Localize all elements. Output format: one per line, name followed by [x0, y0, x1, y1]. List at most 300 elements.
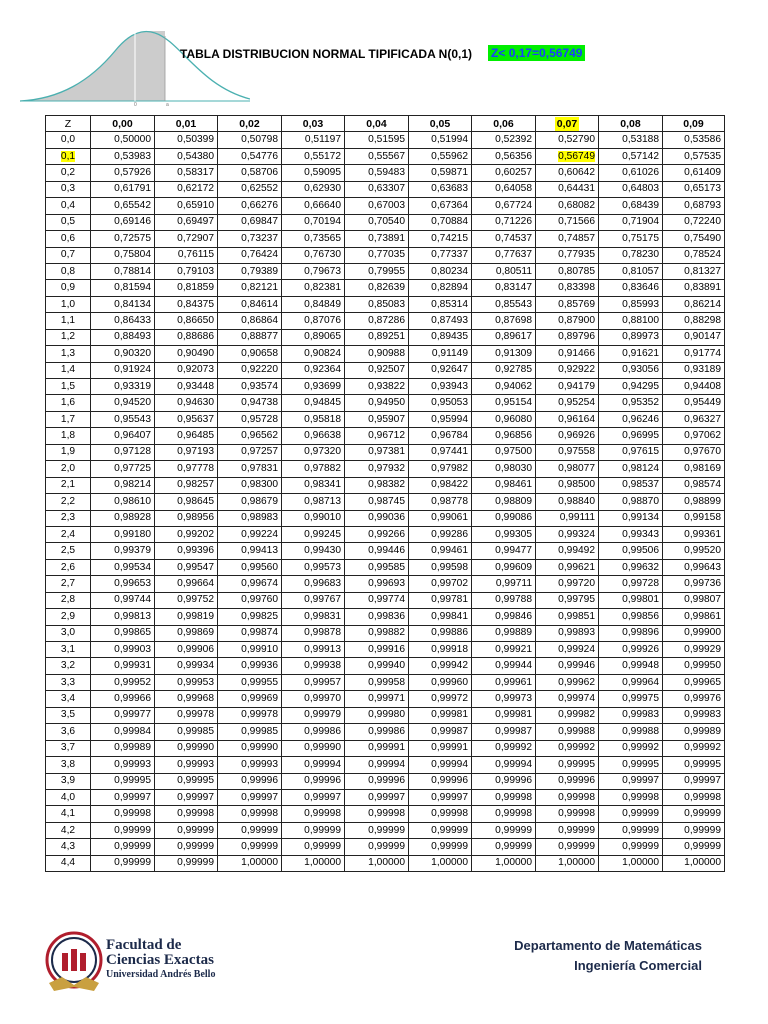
col-header: [663, 116, 725, 132]
cell-text: 0,0: [60, 134, 76, 146]
probability-cell: [345, 247, 409, 263]
probability-cell: [409, 428, 472, 444]
cell-text: 0,98169: [684, 462, 721, 474]
faculty-line-1: Facultad de: [106, 937, 182, 953]
cell-text: 0,99983: [684, 709, 721, 721]
cell-text: 0,99446: [368, 545, 405, 557]
probability-cell: [536, 346, 599, 362]
probability-cell: [91, 263, 155, 279]
cell-text: 0,99993: [114, 758, 151, 770]
cell-text: 0,99999: [558, 840, 595, 852]
probability-cell: [409, 411, 472, 427]
probability-cell: [472, 329, 536, 345]
probability-cell: [599, 510, 663, 526]
cell-text: 0,80785: [558, 265, 595, 277]
page-title: TABLA DISTRIBUCION NORMAL TIPIFICADA N(0,1): [180, 47, 472, 61]
cell-text: 0,81327: [684, 265, 721, 277]
cell-text: 0,92073: [177, 364, 214, 376]
probability-cell: [472, 576, 536, 592]
cell-text: 0,99286: [431, 528, 468, 540]
cell-text: 0,99998: [684, 791, 721, 803]
cell-text: 0,98840: [558, 495, 595, 507]
probability-cell: [409, 773, 472, 789]
cell-text: 0,99916: [368, 643, 405, 655]
cell-text: 0,93189: [684, 364, 721, 376]
university-seal-logo: [44, 925, 104, 995]
cell-text: 0,62172: [177, 183, 214, 195]
probability-cell: [599, 773, 663, 789]
cell-text: 0,91466: [558, 347, 595, 359]
cell-text: 0,99991: [431, 742, 468, 754]
cell-text: 0,3: [60, 183, 76, 195]
cell-text: 0,98610: [114, 495, 151, 507]
cell-text: 0,99988: [622, 725, 659, 737]
cell-text: 0,98983: [241, 512, 278, 524]
cell-text: 0,60642: [558, 167, 595, 179]
probability-cell: [282, 231, 345, 247]
cell-text: 0,99664: [177, 577, 214, 589]
probability-cell: [218, 247, 282, 263]
cell-text: 0,98422: [431, 479, 468, 491]
table-row: [46, 510, 725, 526]
cell-text: 0,99995: [622, 758, 659, 770]
probability-cell: [282, 247, 345, 263]
col-header-label: 0,01: [175, 117, 197, 130]
cell-text: 0,80234: [431, 265, 468, 277]
cell-text: 0,99999: [622, 840, 659, 852]
cell-text: 0,99981: [431, 709, 468, 721]
cell-text: 0,99573: [304, 561, 341, 573]
cell-text: 0,99999: [177, 824, 214, 836]
probability-cell: [218, 362, 282, 378]
cell-text: 0,99929: [684, 643, 721, 655]
cell-text: 0,98461: [495, 479, 532, 491]
cell-text: 0,64803: [622, 183, 659, 195]
probability-cell: [599, 313, 663, 329]
probability-cell: [409, 132, 472, 148]
probability-cell: [155, 181, 218, 197]
probability-cell: [663, 263, 725, 279]
cell-text: 0,99900: [684, 627, 721, 639]
cell-text: 3,0: [60, 627, 76, 639]
probability-cell: [599, 362, 663, 378]
cell-text: 0,99010: [304, 512, 341, 524]
probability-cell: [91, 280, 155, 296]
cell-text: 3,5: [60, 709, 76, 721]
cell-text: 0,99324: [558, 528, 595, 540]
probability-cell: [218, 855, 282, 871]
cell-text: 3,7: [60, 742, 76, 754]
cell-text: 0,99999: [495, 824, 532, 836]
cell-text: 0,99874: [241, 627, 278, 639]
cell-text: 0,78230: [622, 249, 659, 261]
cell-text: 0,99992: [684, 742, 721, 754]
cell-text: 0,88686: [177, 331, 214, 343]
cell-text: 0,92364: [304, 364, 341, 376]
probability-cell: [599, 494, 663, 510]
probability-cell: [663, 806, 725, 822]
probability-cell: [472, 263, 536, 279]
cell-text: 0,99266: [368, 528, 405, 540]
cell-text: 0,99997: [177, 791, 214, 803]
probability-cell: [345, 707, 409, 723]
probability-cell: [409, 658, 472, 674]
probability-cell: [472, 296, 536, 312]
cell-text: 0,99492: [558, 545, 595, 557]
cell-text: 0,91149: [431, 347, 468, 359]
col-header: [91, 116, 155, 132]
cell-text: 0,99975: [622, 693, 659, 705]
probability-cell: [345, 329, 409, 345]
cell-text: 0,98341: [304, 479, 341, 491]
cell-text: 1,00000: [431, 857, 468, 869]
probability-cell: [282, 773, 345, 789]
cell-text: 0,83147: [495, 282, 532, 294]
cell-text: 0,99813: [114, 610, 151, 622]
cell-text: 0,99856: [622, 610, 659, 622]
cell-text: 0,99807: [684, 594, 721, 606]
probability-cell: [409, 280, 472, 296]
probability-cell: [155, 773, 218, 789]
probability-cell: [345, 461, 409, 477]
z-value-cell: [46, 658, 91, 674]
z-value-cell: [46, 444, 91, 460]
probability-cell: [536, 494, 599, 510]
probability-cell: [599, 789, 663, 805]
cell-text: 0,99997: [304, 791, 341, 803]
z-value-cell: [46, 346, 91, 362]
probability-cell: [282, 625, 345, 641]
cell-text: 1,00000: [558, 857, 595, 869]
cell-text: 0,51595: [368, 134, 405, 146]
cell-text: 0,89617: [495, 331, 532, 343]
cell-text: 0,99995: [684, 758, 721, 770]
cell-text: 0,99998: [558, 808, 595, 820]
cell-text: 0,96638: [304, 430, 341, 442]
probability-cell: [91, 313, 155, 329]
probability-cell: [155, 395, 218, 411]
cell-text: 0,99999: [558, 824, 595, 836]
col-header-label: 0,09: [683, 117, 704, 130]
cell-text: 0,99976: [684, 693, 721, 705]
cell-text: 0,99413: [241, 545, 278, 557]
probability-cell: [599, 592, 663, 608]
cell-text: 0,99998: [177, 808, 214, 820]
probability-cell: [218, 510, 282, 526]
probability-cell: [282, 148, 345, 164]
probability-cell: [472, 642, 536, 658]
cell-text: 0,99965: [684, 676, 721, 688]
table-row: [46, 247, 725, 263]
cell-text: 0,99846: [495, 610, 532, 622]
cell-text: 0,89796: [558, 331, 595, 343]
cell-text: 0,57535: [684, 150, 721, 162]
probability-cell: [663, 329, 725, 345]
probability-cell: [409, 231, 472, 247]
probability-cell: [218, 658, 282, 674]
cell-text: 0,97882: [304, 462, 341, 474]
table-row: [46, 148, 725, 164]
cell-text: 0,99711: [495, 577, 532, 589]
cell-text: 0,99998: [241, 808, 278, 820]
probability-cell: [345, 789, 409, 805]
probability-cell: [472, 592, 536, 608]
probability-cell: [663, 625, 725, 641]
probability-cell: [218, 576, 282, 592]
cell-text: 2,9: [60, 610, 76, 622]
cell-text: 3,9: [60, 775, 76, 787]
z-value-cell: [46, 543, 91, 559]
probability-cell: [345, 362, 409, 378]
cell-text: 0,92647: [431, 364, 468, 376]
probability-cell: [663, 839, 725, 855]
table-row: [46, 658, 725, 674]
probability-cell: [536, 329, 599, 345]
cell-text: 0,92922: [558, 364, 595, 376]
cell-text: 0,99886: [431, 627, 468, 639]
cell-text: 0,99999: [241, 840, 278, 852]
probability-cell: [599, 822, 663, 838]
cell-text: 0,1: [60, 150, 76, 162]
cell-text: 0,93319: [114, 380, 151, 392]
cell-text: 0,92220: [241, 364, 278, 376]
cell-text: 0,76424: [241, 249, 278, 261]
cell-text: 0,99547: [177, 561, 214, 573]
cell-text: 0,98214: [114, 479, 151, 491]
cell-text: 0,79955: [368, 265, 405, 277]
probability-cell: [91, 346, 155, 362]
probability-cell: [663, 658, 725, 674]
cell-text: 0,98713: [304, 495, 341, 507]
cell-text: 0,83398: [558, 282, 595, 294]
cell-text: 0,87076: [304, 314, 341, 326]
probability-cell: [155, 165, 218, 181]
probability-cell: [536, 674, 599, 690]
cell-text: 0,98645: [177, 495, 214, 507]
probability-cell: [663, 789, 725, 805]
cell-text: 0,99964: [622, 676, 659, 688]
probability-cell: [155, 214, 218, 230]
cell-text: 0,63683: [431, 183, 468, 195]
cell-text: 2,6: [60, 561, 76, 573]
cell-text: 0,99979: [304, 709, 341, 721]
probability-cell: [282, 165, 345, 181]
cell-text: 0,90147: [684, 331, 721, 343]
probability-cell: [536, 724, 599, 740]
probability-cell: [282, 296, 345, 312]
cell-text: 0,81859: [177, 282, 214, 294]
cell-text: 0,99865: [114, 627, 151, 639]
cell-text: 2,1: [60, 479, 76, 491]
probability-cell: [345, 592, 409, 608]
probability-cell: [282, 658, 345, 674]
probability-cell: [536, 296, 599, 312]
probability-cell: [663, 674, 725, 690]
cell-text: 0,99938: [304, 660, 341, 672]
probability-cell: [345, 214, 409, 230]
cell-text: 0,74215: [431, 232, 468, 244]
probability-cell: [472, 428, 536, 444]
probability-cell: [91, 395, 155, 411]
cell-text: 0,79103: [177, 265, 214, 277]
cell-text: 0,99720: [558, 577, 595, 589]
probability-cell: [663, 395, 725, 411]
probability-cell: [218, 543, 282, 559]
probability-cell: [536, 132, 599, 148]
cell-text: 0,99896: [622, 627, 659, 639]
probability-cell: [91, 806, 155, 822]
cell-text: 0,59483: [368, 167, 405, 179]
z-value-cell: [46, 740, 91, 756]
probability-cell: [155, 658, 218, 674]
probability-cell: [536, 362, 599, 378]
cell-text: 0,99953: [177, 676, 214, 688]
probability-cell: [536, 707, 599, 723]
cell-text: 0,79389: [241, 265, 278, 277]
probability-cell: [218, 181, 282, 197]
probability-cell: [663, 296, 725, 312]
probability-cell: [345, 280, 409, 296]
table-row: [46, 724, 725, 740]
cell-text: 0,99995: [558, 758, 595, 770]
cell-text: 0,99999: [114, 857, 151, 869]
cell-text: 0,97558: [558, 446, 595, 458]
cell-text: 0,99998: [622, 791, 659, 803]
probability-cell: [91, 247, 155, 263]
cell-text: 0,7: [60, 249, 76, 261]
cell-text: 0,77935: [558, 249, 595, 261]
cell-text: 0,99736: [684, 577, 721, 589]
cell-text: 0,52392: [495, 134, 532, 146]
cell-text: 0,84849: [304, 298, 341, 310]
cell-text: 0,57142: [622, 150, 659, 162]
cell-text: 0,77337: [431, 249, 468, 261]
cell-text: 0,99985: [177, 725, 214, 737]
cell-text: 0,87493: [431, 314, 468, 326]
probability-cell: [536, 806, 599, 822]
cell-text: 0,75490: [684, 232, 721, 244]
probability-cell: [599, 740, 663, 756]
probability-cell: [663, 609, 725, 625]
cell-text: 0,99974: [558, 693, 595, 705]
cell-text: 0,99998: [114, 808, 151, 820]
probability-cell: [155, 494, 218, 510]
cell-text: 0,99621: [558, 561, 595, 573]
probability-cell: [599, 839, 663, 855]
probability-cell: [91, 231, 155, 247]
probability-cell: [599, 231, 663, 247]
probability-cell: [599, 346, 663, 362]
probability-cell: [599, 296, 663, 312]
probability-cell: [599, 674, 663, 690]
probability-cell: [282, 757, 345, 773]
probability-cell: [218, 346, 282, 362]
cell-text: 0,99998: [558, 791, 595, 803]
table-row: [46, 280, 725, 296]
probability-cell: [536, 658, 599, 674]
cell-text: 0,74537: [495, 232, 532, 244]
col-header-label: Z: [64, 117, 72, 130]
probability-cell: [472, 148, 536, 164]
probability-cell: [409, 822, 472, 838]
cell-text: 0,99996: [241, 775, 278, 787]
cell-text: 0,99999: [114, 840, 151, 852]
cell-text: 0,96485: [177, 430, 214, 442]
probability-cell: [599, 198, 663, 214]
cell-text: 0,69847: [241, 216, 278, 228]
probability-cell: [155, 609, 218, 625]
cell-text: 0,94520: [114, 397, 151, 409]
table-row: [46, 395, 725, 411]
probability-cell: [472, 198, 536, 214]
probability-cell: [91, 494, 155, 510]
cell-text: 0,89973: [622, 331, 659, 343]
probability-cell: [472, 625, 536, 641]
probability-cell: [599, 477, 663, 493]
cell-text: 0,60257: [495, 167, 532, 179]
probability-cell: [409, 379, 472, 395]
probability-cell: [663, 510, 725, 526]
probability-cell: [282, 592, 345, 608]
probability-cell: [91, 296, 155, 312]
z-value-cell: [46, 642, 91, 658]
probability-cell: [472, 658, 536, 674]
probability-cell: [155, 674, 218, 690]
table-row: [46, 707, 725, 723]
probability-cell: [536, 625, 599, 641]
probability-cell: [91, 165, 155, 181]
cell-text: 0,99693: [368, 577, 405, 589]
cell-text: 0,5: [60, 216, 76, 228]
cell-text: 0,93943: [431, 380, 468, 392]
cell-text: 0,98679: [241, 495, 278, 507]
probability-cell: [282, 789, 345, 805]
probability-cell: [345, 231, 409, 247]
cell-text: 0,99999: [684, 824, 721, 836]
cell-text: 0,99998: [495, 791, 532, 803]
cell-text: 0,99774: [368, 594, 405, 606]
probability-cell: [409, 789, 472, 805]
probability-cell: [218, 477, 282, 493]
cell-text: 0,99913: [304, 643, 341, 655]
probability-cell: [218, 148, 282, 164]
probability-cell: [218, 592, 282, 608]
cell-text: 0,99836: [368, 610, 405, 622]
probability-cell: [472, 313, 536, 329]
faculty-name: [106, 938, 215, 981]
table-row: [46, 181, 725, 197]
probability-cell: [345, 444, 409, 460]
probability-cell: [472, 510, 536, 526]
cell-text: 0,99999: [495, 840, 532, 852]
probability-cell: [663, 247, 725, 263]
cell-text: 0,51197: [304, 134, 341, 146]
probability-cell: [409, 855, 472, 871]
probability-cell: [345, 379, 409, 395]
z-value-cell: [46, 280, 91, 296]
cell-text: 0,98124: [622, 462, 659, 474]
cell-text: 0,94950: [368, 397, 405, 409]
cell-text: 0,85083: [368, 298, 405, 310]
cell-text: 0,99995: [114, 775, 151, 787]
cell-text: 0,96856: [495, 430, 532, 442]
cell-text: 0,98928: [114, 512, 151, 524]
cell-text: 0,94845: [304, 397, 341, 409]
table-row: [46, 198, 725, 214]
cell-text: 0,99999: [241, 824, 278, 836]
probability-cell: [218, 198, 282, 214]
probability-cell: [282, 461, 345, 477]
